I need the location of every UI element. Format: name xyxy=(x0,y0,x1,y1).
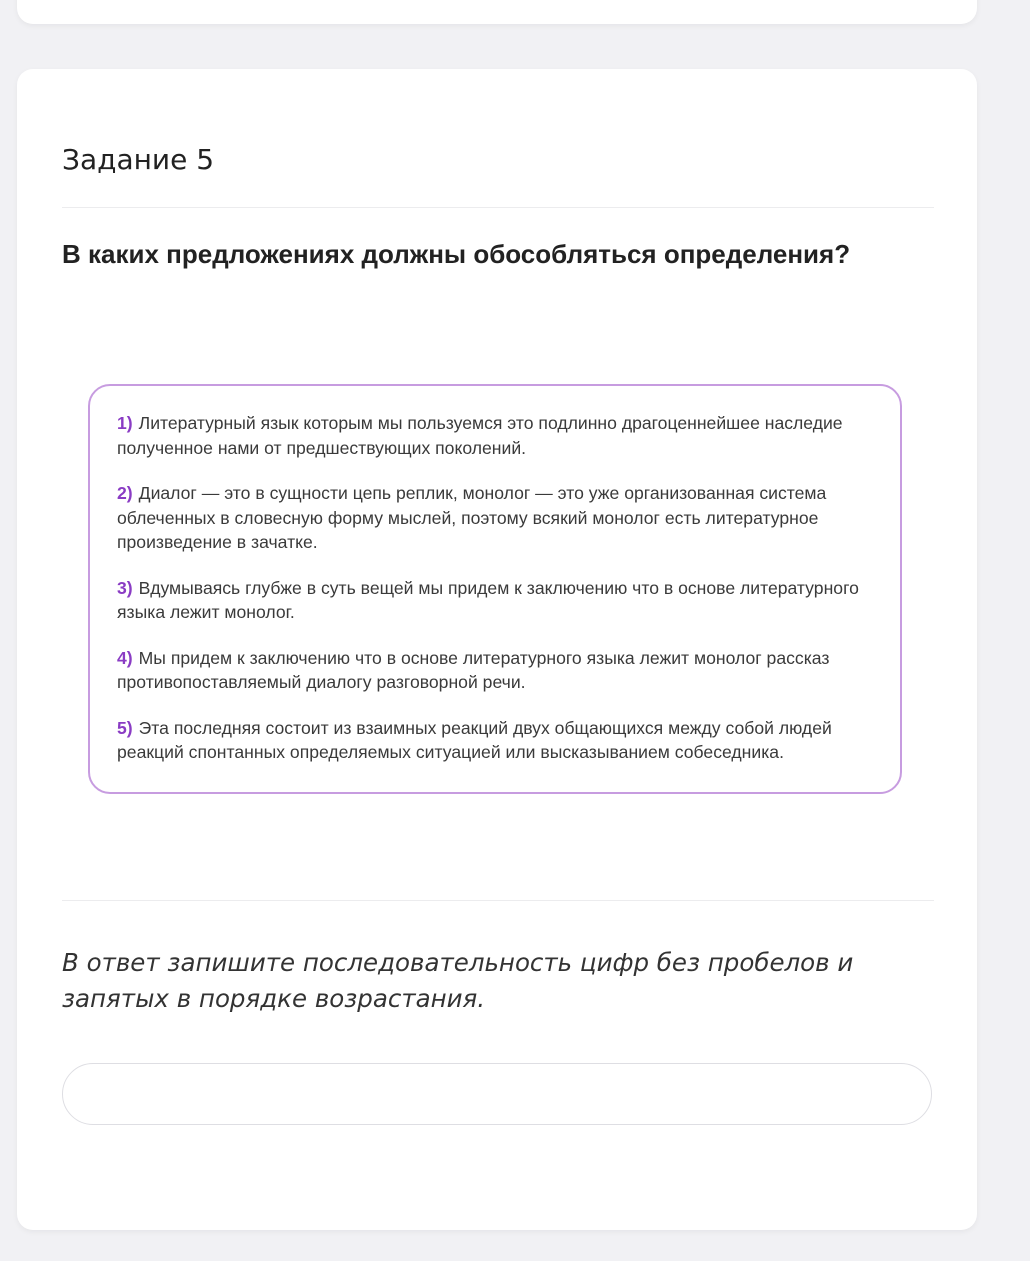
task-card xyxy=(17,69,977,1230)
answer-input[interactable] xyxy=(62,1063,932,1125)
task-title: Задание 5 xyxy=(62,143,215,176)
sentence-item xyxy=(117,716,874,765)
previous-task-card xyxy=(17,0,977,24)
sentence-number: 4) xyxy=(117,647,133,668)
sentence-text: Мы придем к заключению что в основе литературного языка лежит монолог рассказ противопоставляемый диалогу разговорной речи. xyxy=(117,647,830,692)
sentence-item xyxy=(117,411,874,460)
sentences-box xyxy=(88,384,902,794)
question-text: В каких предложениях должны обособляться определения? xyxy=(62,239,851,269)
instruction-divider xyxy=(62,900,934,901)
sentence-item xyxy=(117,646,874,695)
title-divider xyxy=(62,207,934,208)
sentence-text: Литературный язык которым мы пользуемся это подлинно драгоценнейшее наследие полученное нами от предшествующих поколений. xyxy=(117,413,843,458)
sentence-number: 5) xyxy=(117,717,133,738)
answer-instruction: В ответ запишите последовательность цифр без пробелов и запятых в порядке возрастания. xyxy=(62,948,854,1013)
sentence-number: 3) xyxy=(117,577,133,598)
sentence-text: Диалог — это в сущности цепь реплик, монолог — это уже организованная система облеченных в словесную форму мыслей, поэтому всякий монолог есть литературное произведение в зачатке. xyxy=(117,483,827,552)
sentence-item xyxy=(117,576,874,625)
sentence-item xyxy=(117,481,874,555)
sentence-number: 1) xyxy=(117,413,133,433)
sentence-number: 2) xyxy=(117,483,133,503)
sentence-text: Эта последняя состоит из взаимных реакций двух общающихся между собой людей реакций спонтанных определяемых ситуацией или высказыванием собеседника. xyxy=(117,717,832,762)
sentence-text: Вдумываясь глубже в суть вещей мы придем к заключению что в основе литературного языка лежит монолог. xyxy=(117,577,859,622)
